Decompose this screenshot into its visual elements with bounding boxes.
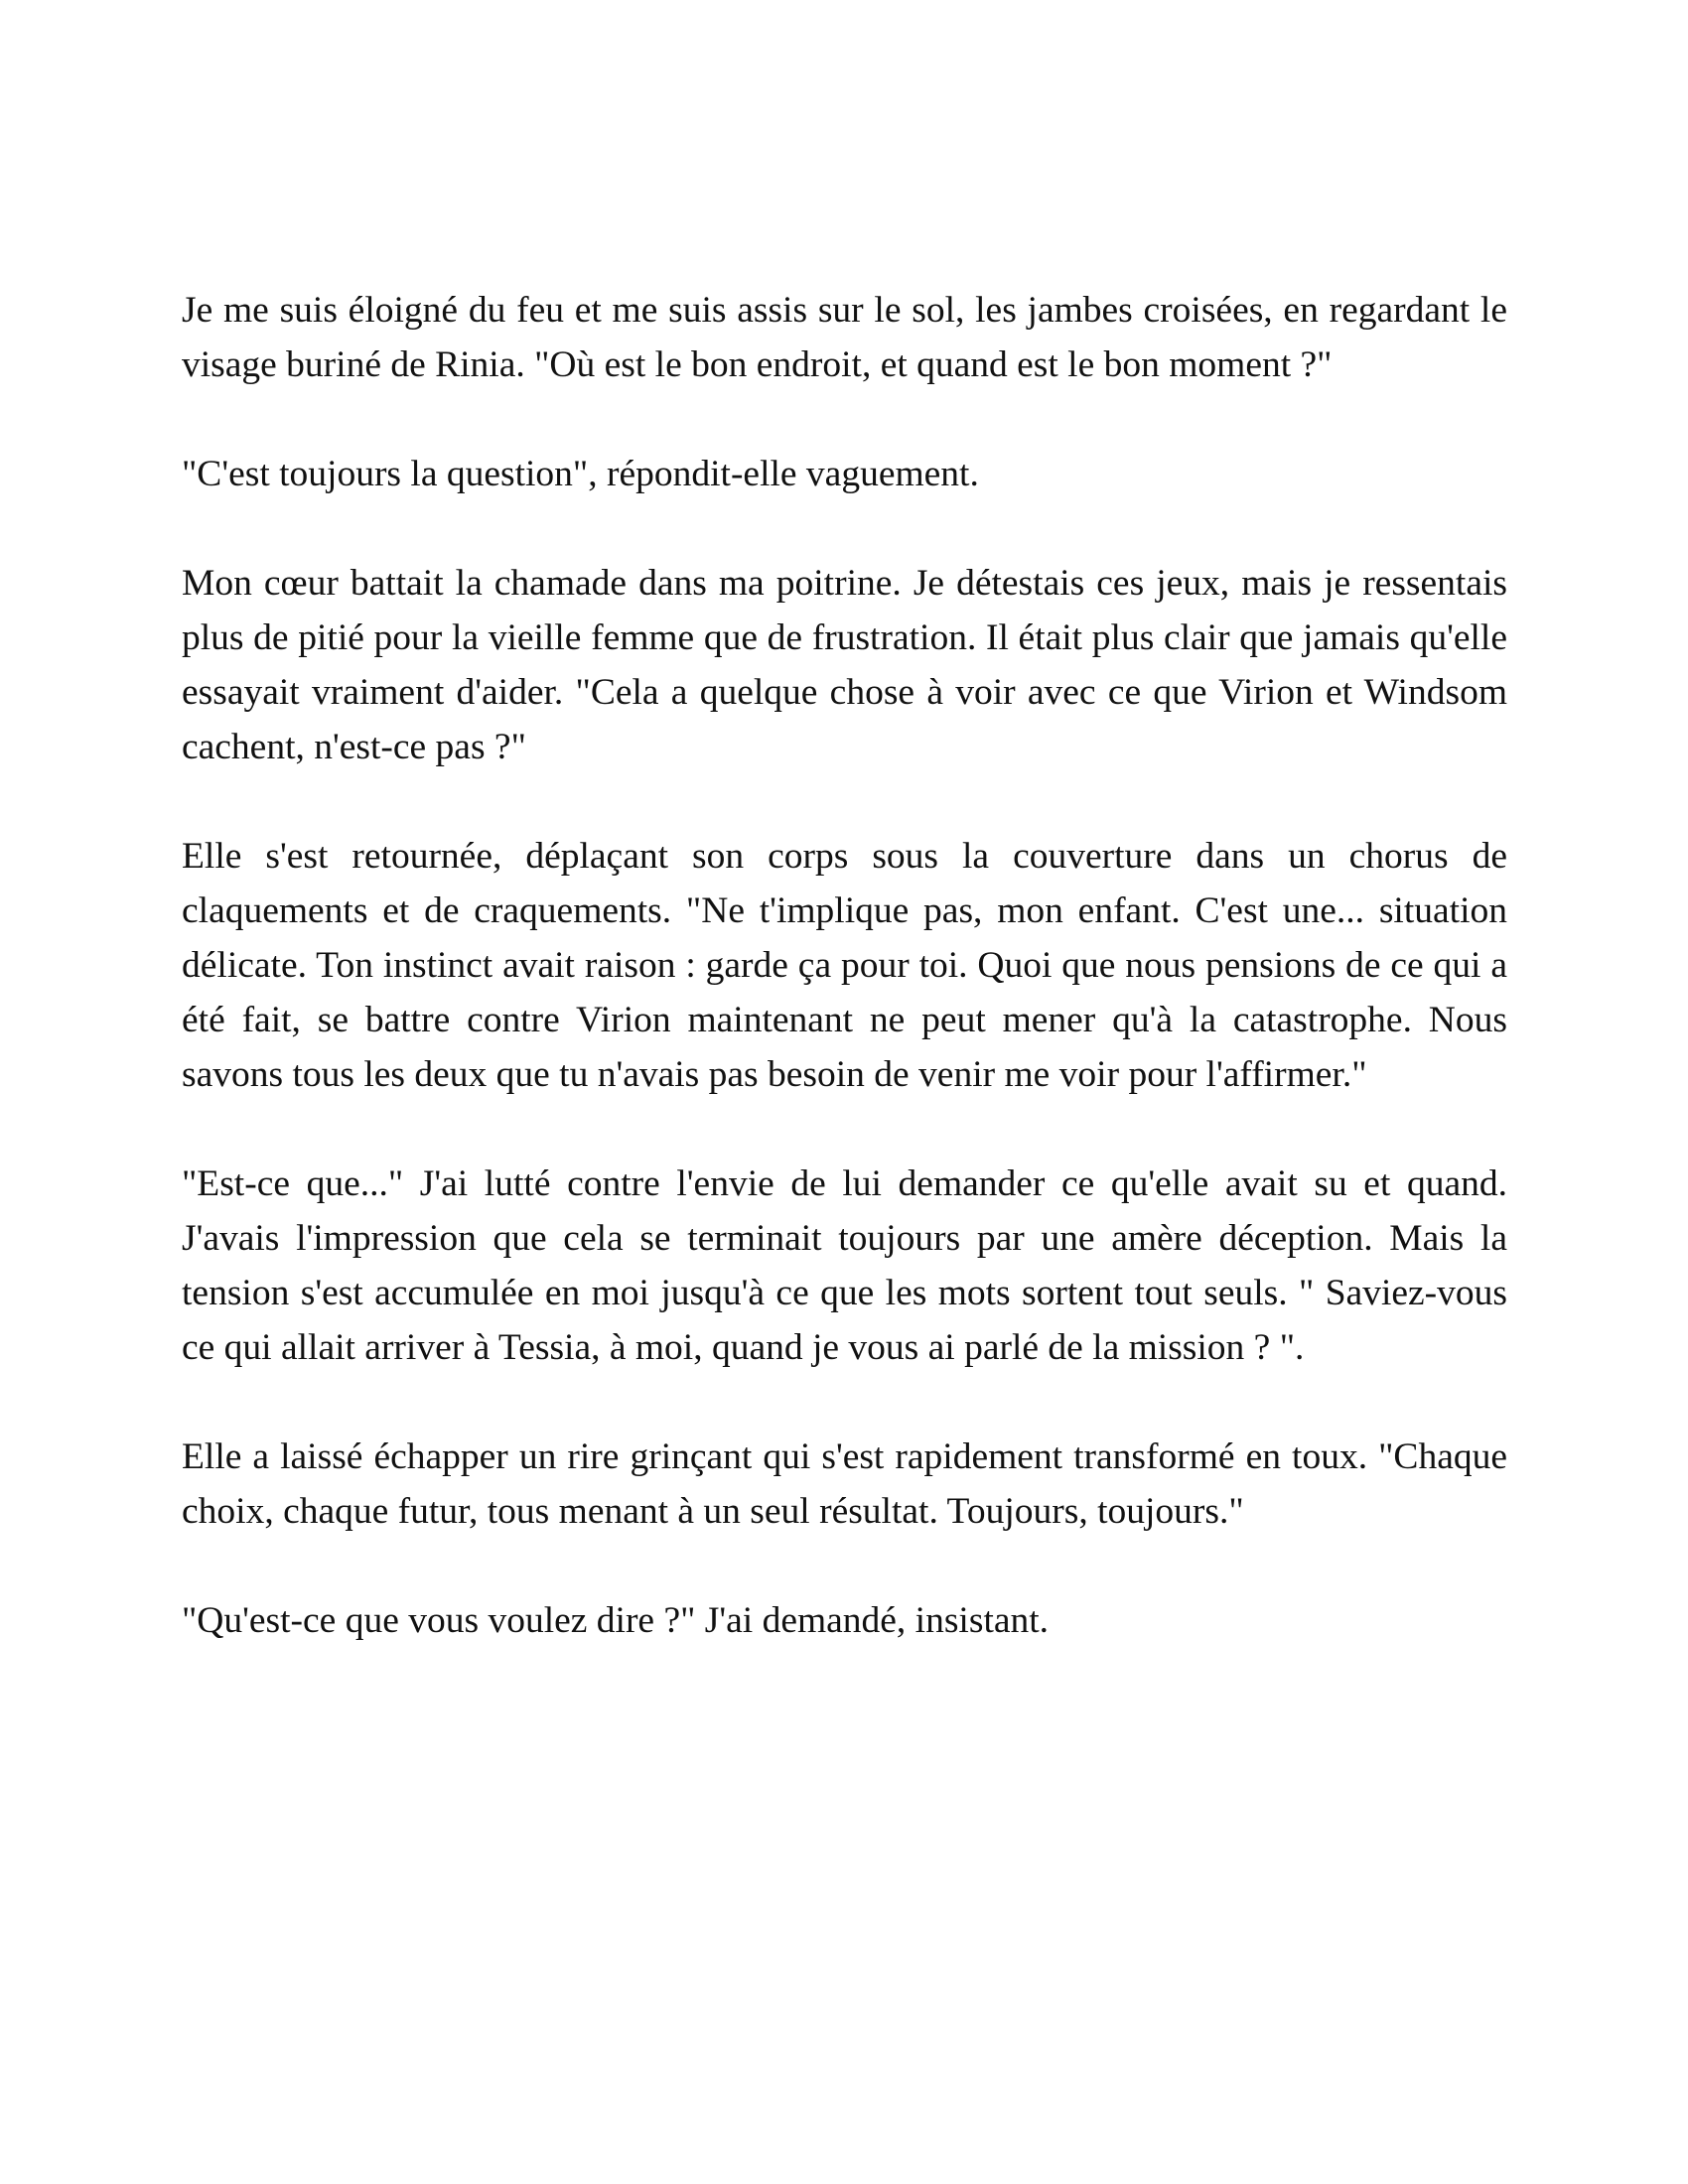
paragraph: Elle s'est retournée, déplaçant son corps sous la couverture dans un chorus de claquements et de craquements. "Ne t'implique pas, mon enfant. C'est une... situation délicate. Ton instinct avait raison : garde ça pour toi. Quoi que nous pensions de ce qui a été fait, se battre contre Virion maintenant ne peut mener qu'à la catastrophe. Nous savons tous les deux que tu n'avais pas besoin de venir me voir pour l'affirmer."	[182, 836, 1507, 1095]
body-text	[182, 283, 1507, 1648]
paragraph: "Est-ce que..." J'ai lutté contre l'envie de lui demander ce qu'elle avait su et quand. J'avais l'impression que cela se terminait toujours par une amère déception. Mais la tension s'est accumulée en moi jusqu'à ce que les mots sortent tout seuls. " Saviez-vous ce qui allait arriver à Tessia, à moi, quand je vous ai parlé de la mission ? ".	[182, 1163, 1507, 1368]
paragraph: "Qu'est-ce que vous voulez dire ?" J'ai demandé, insistant.	[182, 1600, 1050, 1641]
paragraph: Elle a laissé échapper un rire grinçant qui s'est rapidement transformé en toux. "Chaque choix, chaque futur, tous menant à un seul résultat. Toujours, toujours."	[182, 1436, 1507, 1532]
paragraph: Mon cœur battait la chamade dans ma poitrine. Je détestais ces jeux, mais je ressentais plus de pitié pour la vieille femme que de frustration. Il était plus clair que jamais qu'elle essayait vraiment d'aider. "Cela a quelque chose à voir avec ce que Virion et Windsom cachent, n'est-ce pas ?"	[182, 563, 1507, 767]
paragraph: "C'est toujours la question", répondit-elle vaguement.	[182, 454, 979, 494]
paragraph: Je me suis éloigné du feu et me suis assis sur le sol, les jambes croisées, en regardant le visage buriné de Rinia. "Où est le bon endroit, et quand est le bon moment ?"	[182, 290, 1507, 385]
